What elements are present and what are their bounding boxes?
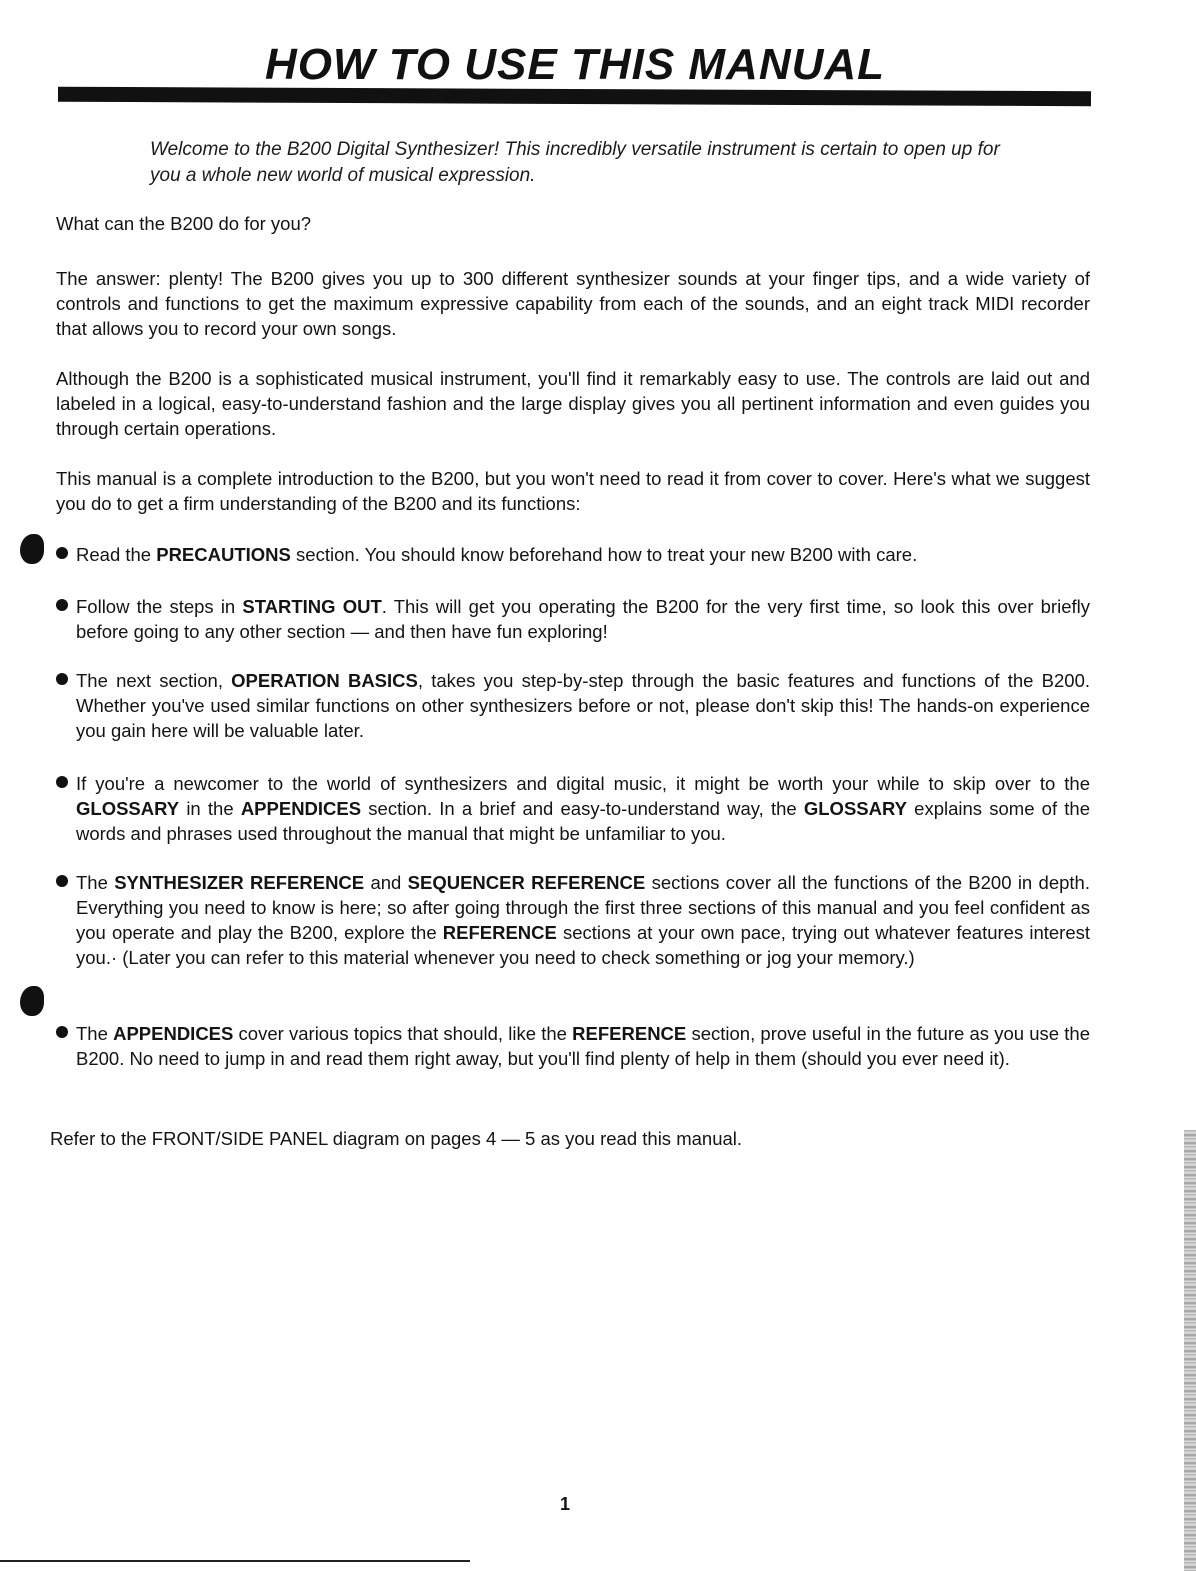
bullet-glossary: If you're a newcomer to the world of synthesizers and digital music, it might be worth your while to skip over to the GLOSSARY in the APPENDICES section. In a brief and easy-to-understand way, the GLOSSARY explains some of the words and phrases used throughout the manual that might be unfamiliar to you. <box>56 771 1090 846</box>
page-title: HOW TO USE THIS MANUAL <box>264 40 886 89</box>
bullet-dot-icon <box>56 875 68 887</box>
question-text: What can the B200 do for you? <box>56 213 312 234</box>
bullet-dot-icon <box>56 673 68 685</box>
bullet-starting-out: Follow the steps in STARTING OUT. This will get you operating the B200 for the very first time, so look this over briefly before going to any other section — and then have fun exploring! <box>56 594 1090 644</box>
intro-text: Welcome to the B200 Digital Synthesizer! This incredibly versatile instrument is certain to open up for you a whole new world of musical expression. <box>150 139 1000 186</box>
bullet-dot-icon <box>56 1026 68 1038</box>
punch-hole-mark <box>20 986 44 1016</box>
bullet-reference-sections: The SYNTHESIZER REFERENCE and SEQUENCER REFERENCE sections cover all the functions of the B200 in depth. Everything you need to know is here; so after going through the first three sections of this manual and you feel confident as you operate and play the B200, explore the REFERENCE sections at your own pace, trying out whatever features interest you.· (Later you can refer to this material whenever you need to check something or jog your memory.) <box>56 870 1090 970</box>
title-rule <box>58 87 1091 107</box>
scan-edge-line <box>0 1560 470 1562</box>
bullet-dot-icon <box>56 776 68 788</box>
paragraph-manual-intro: This manual is a complete introduction to the B200, but you won't need to read it from cover to cover. Here's what we suggest you do to get a firm understanding of the B200 and its functions: <box>56 468 1090 514</box>
bullet-precautions: Read the PRECAUTIONS section. You should know beforehand how to treat your new B200 with care. <box>56 542 1090 567</box>
bullet-appendices: The APPENDICES cover various topics that should, like the REFERENCE section, prove useful in the future as you use the B200. No need to jump in and read them right away, but you'll find plenty of help in them (should you ever need it). <box>56 1021 1090 1071</box>
footer-note: Refer to the FRONT/SIDE PANEL diagram on pages 4 — 5 as you read this manual. <box>50 1128 743 1149</box>
bullet-dot-icon <box>56 547 68 559</box>
paragraph-answer: The answer: plenty! The B200 gives you up to 300 different synthesizer sounds at your finger tips, and a wide variety of controls and functions to get the maximum expressive capability from each of the sounds, and an eight track MIDI recorder that allows you to record your own songs. <box>56 268 1090 339</box>
punch-hole-mark <box>20 534 44 564</box>
page-number: 1 <box>559 1494 570 1514</box>
bullet-dot-icon <box>56 599 68 611</box>
bullet-operation-basics: The next section, OPERATION BASICS, takes you step-by-step through the basic features and functions of the B200. Whether you've used similar functions on other synthesizers before or not, please don't skip this! The hands-on experience you gain here will be valuable later. <box>56 668 1090 743</box>
paragraph-easy-to-use: Although the B200 is a sophisticated musical instrument, you'll find it remarkably easy to use. The controls are laid out and labeled in a logical, easy-to-understand fashion and the large display gives you all pertinent information and even guides you through certain operations. <box>56 368 1090 439</box>
scan-edge-noise <box>1184 1130 1196 1571</box>
